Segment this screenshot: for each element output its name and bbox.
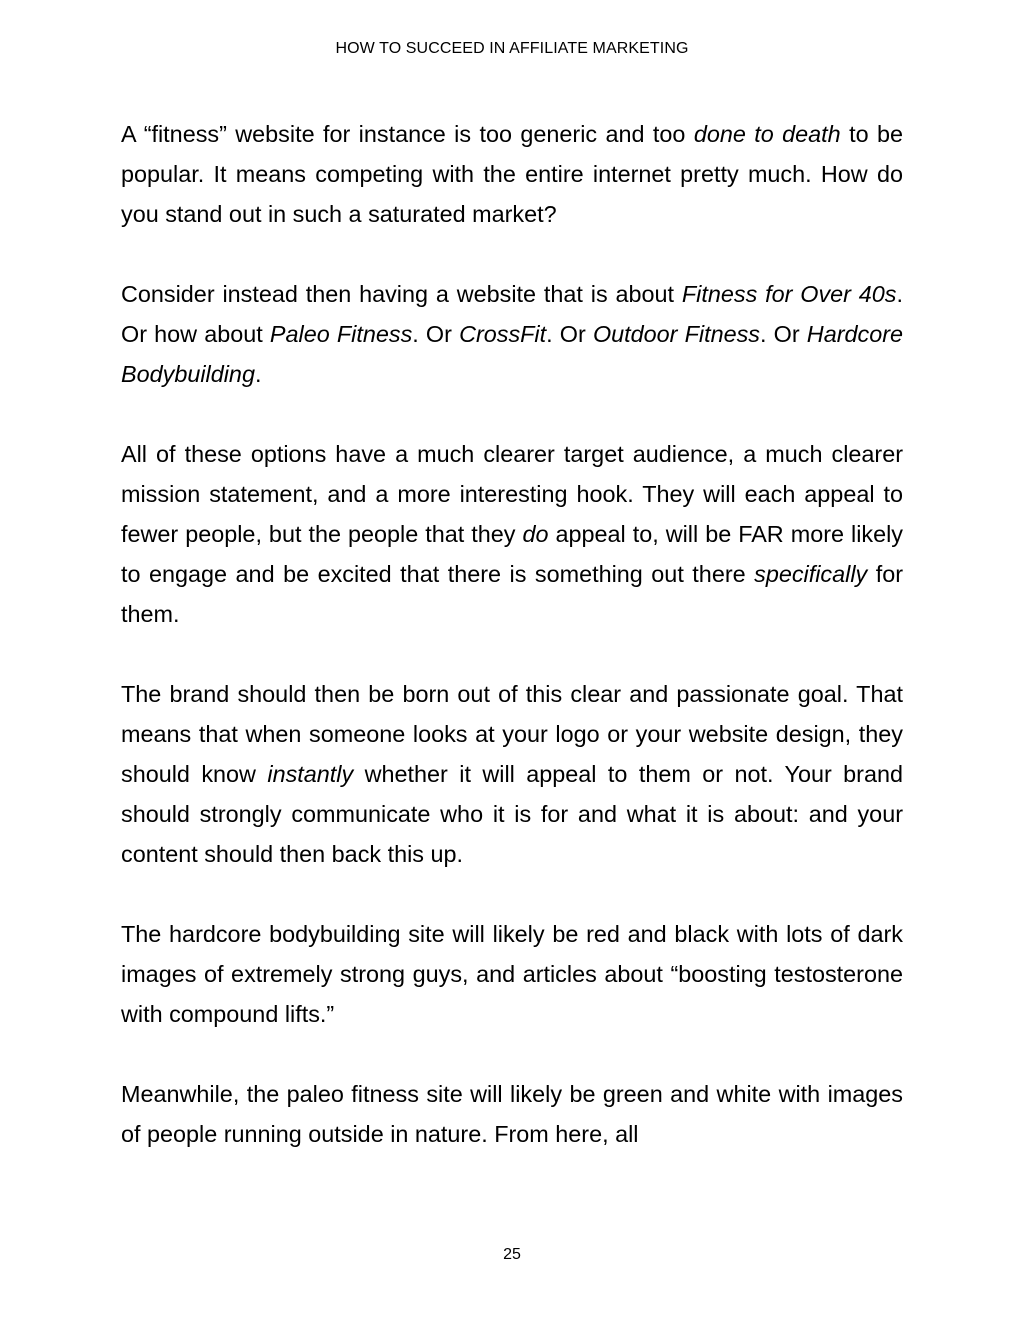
text-run: . [254,361,262,387]
text-run: to be popular. It means competing with the entire internet pretty much. How do you stand out in such a saturated market? [121,121,903,227]
text-run: Meanwhile, the paleo fitness site will likely be green and white with images of people running outside in nature. From here, all [121,1081,903,1147]
italic-phrase: done to death [693,121,841,147]
italic-phrase: do [522,521,549,547]
italic-phrase: Hardcore Bodybuilding [121,321,903,387]
text-run: . Or [412,321,460,347]
text-run: . Or how about [121,281,904,347]
italic-phrase: instantly [267,761,354,787]
text-run: . Or [760,321,807,347]
paragraph-brand-goal [121,674,903,874]
page-number: 25 [503,1246,521,1263]
text-run: whether it will appeal to them or not. Your brand should strongly communicate who it is for and what it is about: and your content should then back this up. [121,761,903,867]
paragraph-target-audience [121,434,903,634]
paragraph-generic-fitness [121,114,903,234]
paragraph-paleo-site [121,1074,903,1154]
text-run: The brand should then be born out of this clear and passionate goal. That means that when someone looks at your logo or your website design, they should know [121,681,903,787]
text-run: Consider instead then having a website that is about [121,281,682,307]
text-run: The hardcore bodybuilding site will likely be red and black with lots of dark images of extremely strong guys, and articles about “boosting testosterone with compound lifts.” [121,921,903,1027]
text-run: appeal to, will be FAR more likely to engage and be excited that there is something out there [121,521,903,587]
text-run: A “fitness” website for instance is too generic and too [121,121,694,147]
paragraph-bodybuilding-site [121,914,903,1034]
paragraph-niche-examples [121,274,903,394]
text-run: All of these options have a much clearer target audience, a much clearer mission statement, and a more interesting hook. They will each appeal to fewer people, but the people that they [121,441,903,547]
italic-phrase: Fitness for Over 40s [681,281,897,307]
page-body [121,114,903,1154]
running-header: HOW TO SUCCEED IN AFFILIATE MARKETING [335,40,689,57]
italic-phrase: specifically [754,561,868,587]
italic-phrase: CrossFit [459,321,547,347]
text-run: for them. [121,561,904,627]
italic-phrase: Paleo Fitness [269,321,413,347]
italic-phrase: Outdoor Fitness [592,321,760,347]
text-run: . Or [546,321,593,347]
